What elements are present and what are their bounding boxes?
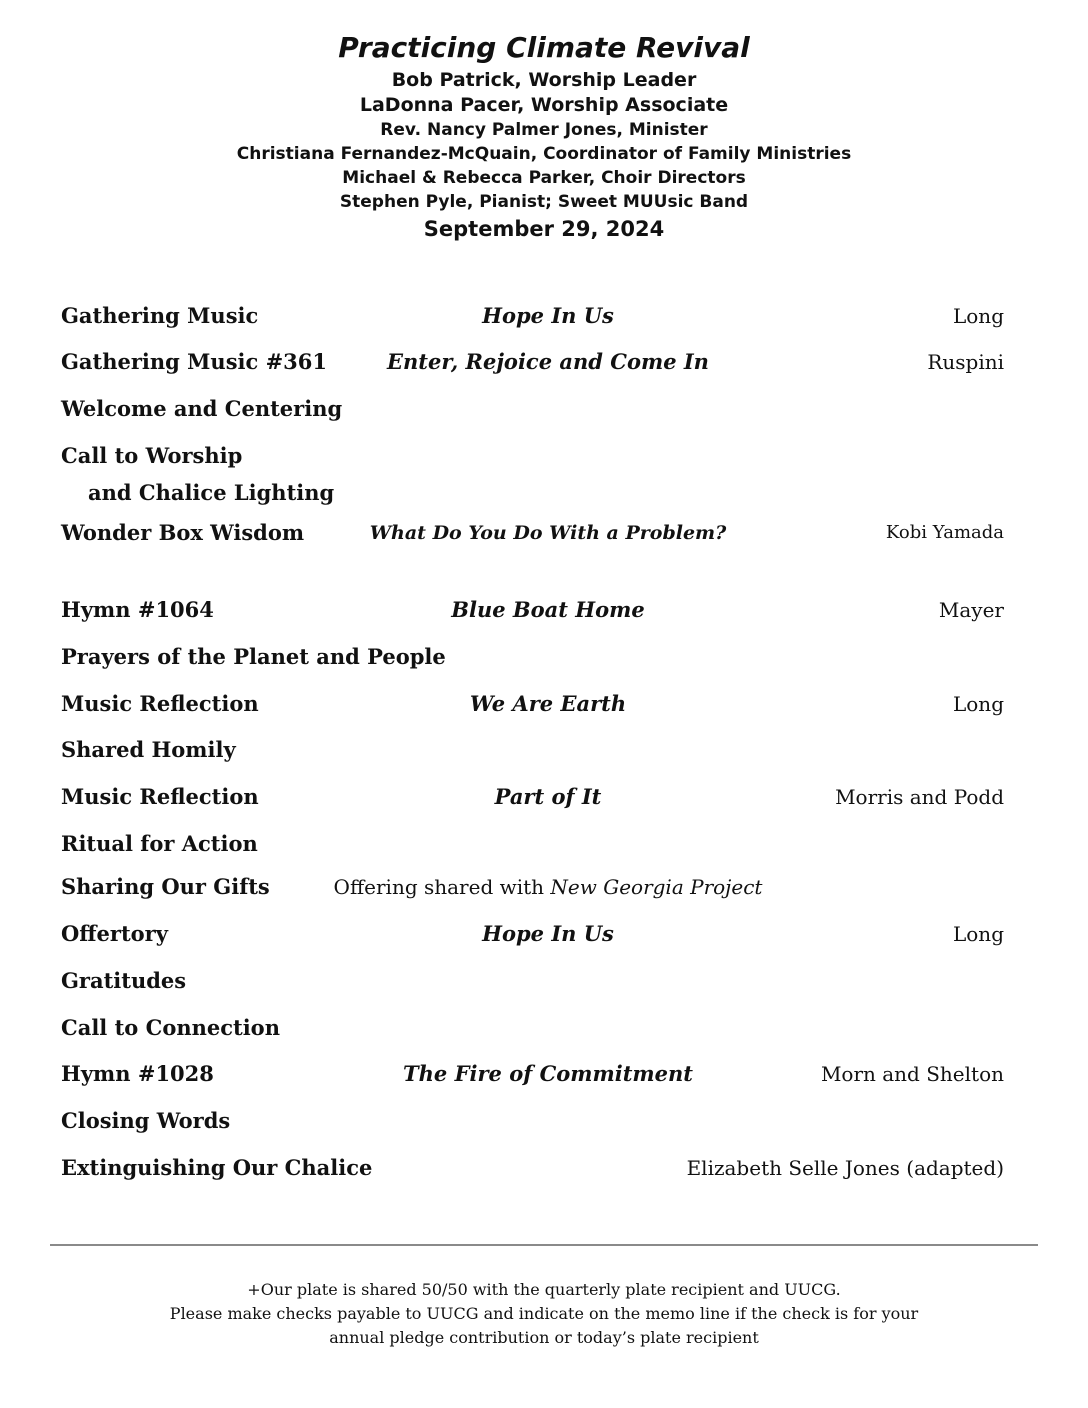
service-title: Practicing Climate Revival [338,31,750,64]
item-author: Morn and Shelton [820,1062,1004,1086]
item-label: Prayers of the Planet and People [61,644,446,669]
order-item [0,347,1088,377]
order-item [0,782,1088,812]
order-item [0,1106,1088,1136]
item-label: Gratitudes [61,968,187,993]
order-item [0,919,1088,949]
order-item [0,1013,1088,1043]
item-title: Enter, Rejoice and Come In [387,349,709,374]
item-author: Elizabeth Selle Jones (adapted) [686,1156,1004,1180]
order-item [0,966,1088,996]
item-author: Long [952,692,1004,716]
item-label: Shared Homily [61,737,236,762]
item-label-continued: and Chalice Lighting [88,480,335,505]
credit-worship-leader: Bob Patrick, Worship Leader [391,69,697,91]
item-title: We Are Earth [469,691,627,716]
item-author: Morris and Podd [835,785,1004,809]
item-label: Music Reflection [61,784,259,809]
order-item [0,394,1088,424]
footer-line: Please make checks payable to UUCG and indicate on the memo line if the check is for your [169,1304,919,1323]
order-item [0,829,1088,859]
item-label: Hymn #1028 [61,1061,214,1086]
order-item [0,595,1088,625]
item-label: Wonder Box Wisdom [61,520,305,545]
item-title: Hope In Us [482,303,614,328]
order-item [0,642,1088,672]
item-label: Ritual for Action [61,831,258,856]
item-label: Offertory [61,921,168,946]
item-label: Closing Words [61,1108,231,1133]
credit-family-ministries: Christiana Fernandez-McQuain, Coordinator of Family Ministries [236,144,852,164]
credit-minister: Rev. Nancy Palmer Jones, Minister [380,120,708,140]
service-date: September 29, 2024 [423,217,665,241]
order-item [0,518,1088,548]
offering-note [250,872,846,902]
order-item [0,301,1088,331]
credit-pianist: Stephen Pyle, Pianist; Sweet MUUsic Band [339,192,749,212]
item-label: Call to Worship [61,443,243,468]
item-author: Long [952,922,1004,946]
item-label: Sharing Our Gifts [61,874,270,899]
item-label: Welcome and Centering [61,396,343,421]
footer-divider [50,1244,1038,1246]
order-item [0,441,1088,505]
offering-text: Offering shared with [333,875,551,899]
item-title: Blue Boat Home [451,597,645,622]
item-label: Gathering Music [61,303,259,328]
order-item [0,1059,1088,1089]
item-label-group [61,441,334,507]
footer-line: +Our plate is shared 50/50 with the quarterly plate recipient and UUCG. [247,1280,841,1299]
item-label: Call to Connection [61,1015,280,1040]
item-author: Kobi Yamada [885,522,1004,543]
item-author: Long [952,304,1004,328]
offering-recipient: New Georgia Project [550,875,763,899]
item-author: Ruspini [927,350,1004,374]
item-title: Hope In Us [482,921,614,946]
footer-note [0,1278,1088,1350]
item-label: Extinguishing Our Chalice [61,1155,373,1180]
item-label: Gathering Music #361 [61,349,328,374]
bulletin-header [0,28,1088,244]
order-item [0,689,1088,719]
order-item [0,872,1088,902]
item-label: Hymn #1064 [61,597,214,622]
item-label: Music Reflection [61,691,259,716]
item-title: The Fire of Commitment [403,1061,693,1086]
credit-choir-directors: Michael & Rebecca Parker, Choir Directors [342,168,746,188]
order-item [0,735,1088,765]
item-title: What Do You Do With a Problem? [369,522,727,544]
item-author: Mayer [938,598,1004,622]
order-item [0,1153,1088,1183]
item-title: Part of It [494,784,602,809]
credit-worship-associate: LaDonna Pacer, Worship Associate [359,94,729,116]
footer-line: annual pledge contribution or today’s plate recipient [329,1328,759,1347]
